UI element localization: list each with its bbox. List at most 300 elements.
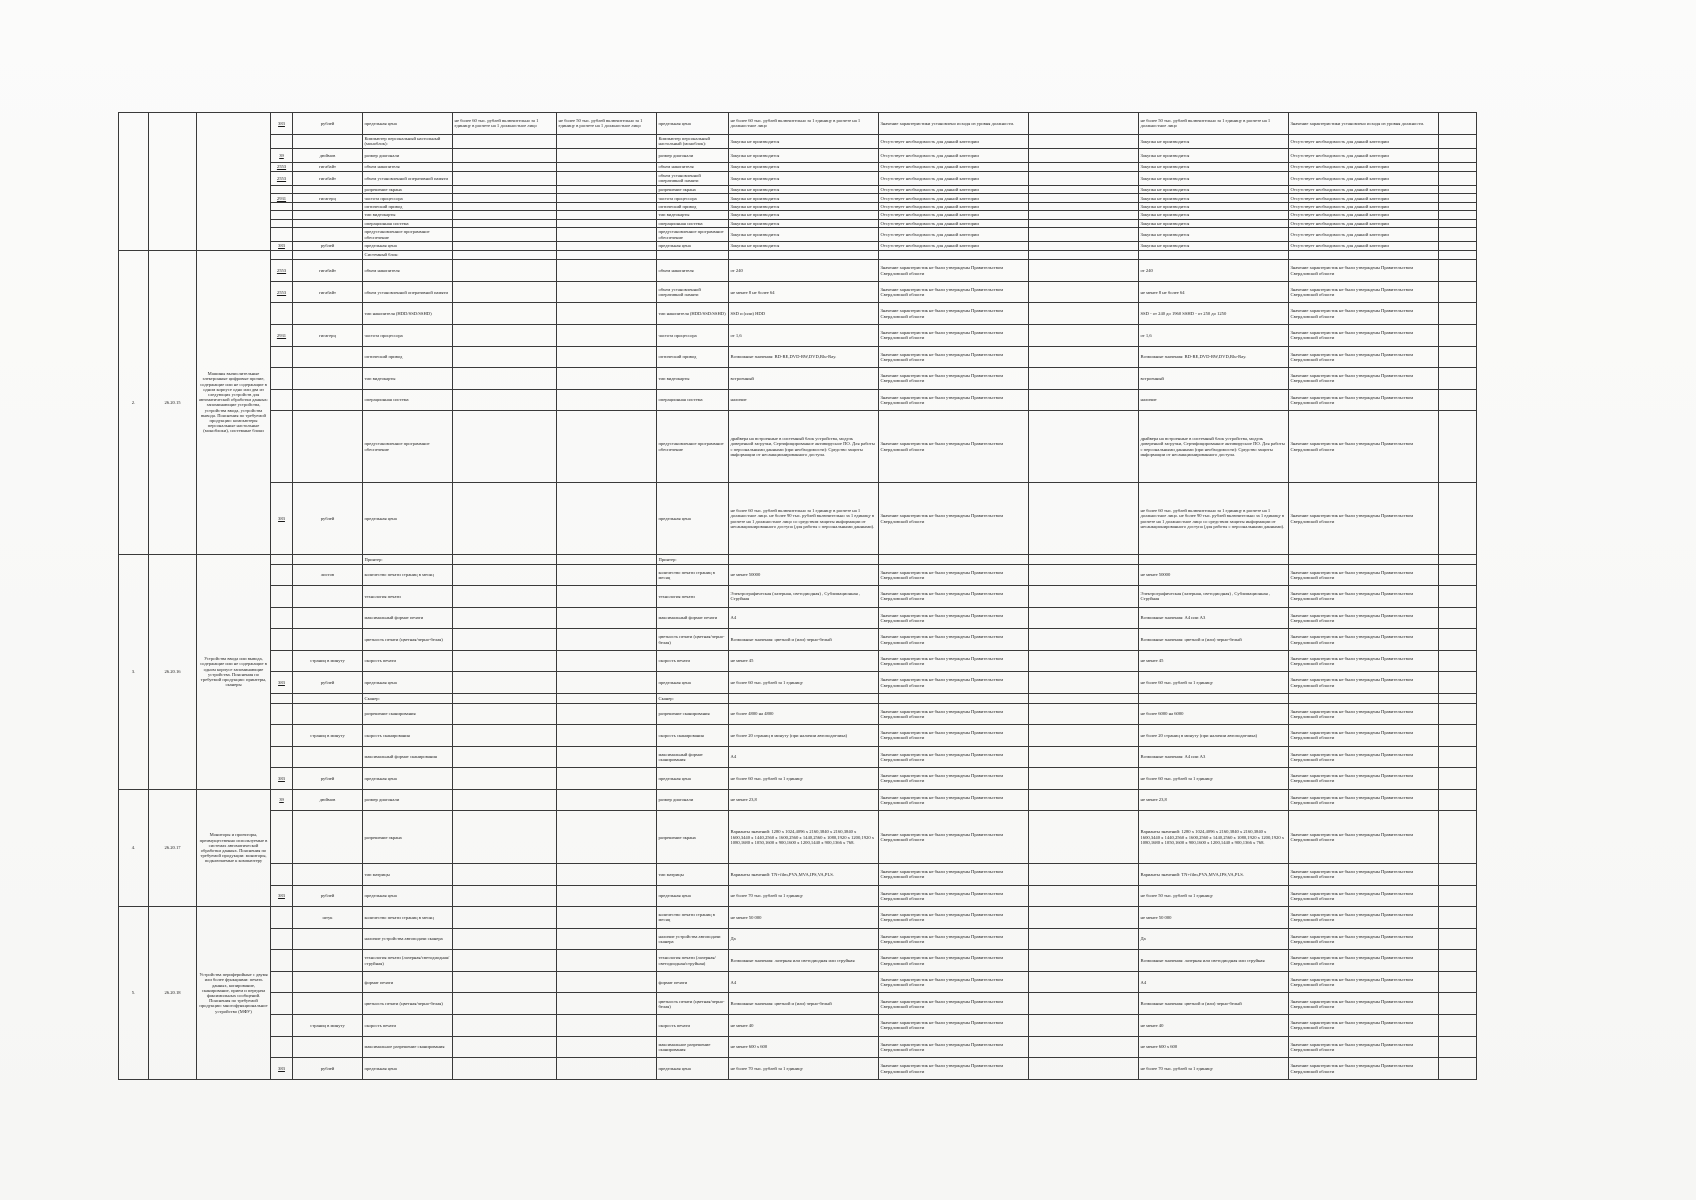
note-1: Значение характеристик не были утверждены Правительством Свердловской области: [879, 303, 1029, 325]
function-purpose: [1029, 186, 1139, 194]
note-1: Отсутствует необходимость для данной категории: [879, 211, 1029, 219]
table-row: [119, 1036, 1477, 1058]
function-purpose: [1029, 389, 1139, 411]
characteristic-name-2: скорость печати: [657, 1014, 729, 1036]
value-head: [453, 186, 557, 194]
note-1: Значение характеристик не были утверждены Правительством Свердловской области: [879, 483, 1029, 555]
note-2: Значение характеристики установлено исходя из уровня должности.: [1289, 113, 1439, 135]
group-title: Мониторы и проекторы, преимущественно используемые в системах автоматической обработки данных. Пояснения по требуемой продукции: мониторы, подключаемые к компьютеру: [197, 789, 271, 906]
unit-name: [293, 950, 363, 972]
okei-code: [271, 607, 293, 629]
value-head: [453, 194, 557, 202]
characteristic-name: Компьютер персональный настольный (моноблок):: [363, 134, 453, 148]
characteristic-name: разрешение сканирования: [363, 703, 453, 725]
characteristic-name: операционная система: [363, 219, 453, 227]
value-head: [453, 928, 557, 950]
characteristic-name-2: разрешение сканирования: [657, 703, 729, 725]
characteristic-name-2: операционная система: [657, 389, 729, 411]
unit-name: гигагерц: [293, 324, 363, 346]
note-2: Значение характеристик не были утверждены Правительством Свердловской области: [1289, 768, 1439, 790]
function-purpose: [1029, 219, 1139, 227]
extra-col: [1439, 703, 1477, 725]
value-2: Закупка не производится: [1139, 134, 1289, 148]
table-row: [119, 885, 1477, 907]
extra-col: [1439, 260, 1477, 282]
note-1: Отсутствует необходимость для данной категории: [879, 202, 1029, 210]
extra-col: [1439, 725, 1477, 747]
note-1: Отсутствует необходимость для данной категории: [879, 163, 1029, 171]
unit-name: рублей: [293, 885, 363, 907]
table-row: [119, 789, 1477, 811]
table-row: [119, 227, 1477, 241]
characteristic-name-2: наличие устройства автоподачи сканера: [657, 928, 729, 950]
value-spec: [557, 1036, 657, 1058]
table-row: [119, 346, 1477, 368]
note-2: [1289, 693, 1439, 703]
value-spec: [557, 202, 657, 210]
value-head: [453, 768, 557, 790]
function-purpose: [1029, 564, 1139, 586]
note-1: Значение характеристик не были утверждены Правительством Свердловской области: [879, 324, 1029, 346]
value-1: не более 60 тыс. рублей включительно за 1 единицу в расчете на 1 должностное лицо. не более 90 тыс. рублей включительно за 1 единицу в расчете на 1 должностное лицо со средством защиты информации от несанкционированного доступа (для работы с персональными данными).: [729, 483, 879, 555]
characteristic-name-2: предельная цена: [657, 768, 729, 790]
note-2: Отсутствует необходимость для данной категории: [1289, 134, 1439, 148]
value-2: не более 60 тыс. рублей включительно за 1 единицу в расчете на 1 должностное лицо. не более 90 тыс. рублей включительно за 1 единицу в расчете на 1 должностное лицо со средством защиты информации от несанкционированного доступа (для работы с персональными данными).: [1139, 483, 1289, 555]
value-spec: [557, 250, 657, 260]
value-head: [453, 746, 557, 768]
value-2: Закупка не производится: [1139, 194, 1289, 202]
note-2: Отсутствует необходимость для данной категории: [1289, 211, 1439, 219]
value-spec: [557, 885, 657, 907]
characteristic-name-2: тип накопителя (HDD/SSD/SSHD): [657, 303, 729, 325]
table-row: [119, 211, 1477, 219]
function-purpose: [1029, 411, 1139, 483]
characteristic-name: тип накопителя (HDD/SSD/SSHD): [363, 303, 453, 325]
value-1: не менее 8 не более 64: [729, 281, 879, 303]
value-head: [453, 281, 557, 303]
value-1: A4: [729, 971, 879, 993]
note-2: Значение характеристик не были утверждены Правительством Свердловской области: [1289, 993, 1439, 1015]
note-1: Значение характеристик не были утверждены Правительством Свердловской области: [879, 993, 1029, 1015]
note-1: Значение характеристик не были утверждены Правительством Свердловской области: [879, 1058, 1029, 1080]
value-1: Закупка не производится: [729, 219, 879, 227]
function-purpose: [1029, 194, 1139, 202]
characteristic-name-2: предельная цена: [657, 1058, 729, 1080]
note-2: Значение характеристик не были утверждены Правительством Свердловской области: [1289, 650, 1439, 672]
note-1: Значение характеристик не были утверждены Правительством Свердловской области: [879, 725, 1029, 747]
value-2: не менее 50000: [1139, 564, 1289, 586]
value-head: [453, 811, 557, 864]
value-head: [453, 586, 557, 608]
value-1: не более 60 тыс. рублей за 1 единицу: [729, 672, 879, 694]
extra-col: [1439, 554, 1477, 564]
okei-code: 2553: [271, 163, 293, 171]
unit-name: [293, 186, 363, 194]
value-1: [729, 693, 879, 703]
extra-col: [1439, 789, 1477, 811]
extra-col: [1439, 250, 1477, 260]
note-1: Значение характеристик не были утверждены Правительством Свердловской области: [879, 368, 1029, 390]
value-2: от 1,6: [1139, 324, 1289, 346]
value-spec: [557, 186, 657, 194]
okei-code: [271, 864, 293, 886]
value-head: [453, 368, 557, 390]
value-1: не более 70 тыс. рублей за 1 единицу: [729, 885, 879, 907]
okei-code: [271, 564, 293, 586]
unit-name: дюймов: [293, 148, 363, 162]
extra-col: [1439, 113, 1477, 135]
characteristic-name: размер диагонали: [363, 789, 453, 811]
value-1: не более 20 страниц в минуту (при наличии автоподатчика): [729, 725, 879, 747]
characteristic-name: оптический привод: [363, 202, 453, 210]
value-head: [453, 650, 557, 672]
characteristic-name: формат печати: [363, 971, 453, 993]
table-row: [119, 250, 1477, 260]
unit-name: [293, 219, 363, 227]
value-head: [453, 227, 557, 241]
value-1: [729, 250, 879, 260]
characteristic-name-2: максимальный формат печати: [657, 607, 729, 629]
unit-name: гигагерц: [293, 194, 363, 202]
value-1: [729, 554, 879, 564]
table-row: [119, 260, 1477, 282]
group-number: 2.: [119, 250, 149, 554]
note-2: Значение характеристик не были утверждены Правительством Свердловской области: [1289, 1036, 1439, 1058]
characteristic-name: объем накопителя: [363, 260, 453, 282]
note-1: Значение характеристик не были утверждены Правительством Свердловской области: [879, 746, 1029, 768]
note-1: Отсутствует необходимость для данной категории: [879, 134, 1029, 148]
note-1: Значение характеристики установлено исходя из уровня должности.: [879, 113, 1029, 135]
table-row: [119, 629, 1477, 651]
note-2: Значение характеристик не были утверждены Правительством Свердловской области: [1289, 324, 1439, 346]
characteristic-name: предельная цена: [363, 242, 453, 250]
extra-col: [1439, 281, 1477, 303]
extra-col: [1439, 650, 1477, 672]
value-2: не менее 45: [1139, 650, 1289, 672]
value-2: [1139, 554, 1289, 564]
function-purpose: [1029, 950, 1139, 972]
value-head: не более 60 тыс. рублей включительно за 1 единицу в расчете на 1 должностное лицо: [453, 113, 557, 135]
value-1: A4: [729, 746, 879, 768]
value-spec: [557, 554, 657, 564]
okpd-code: 26.20.18: [149, 907, 197, 1080]
value-head: [453, 163, 557, 171]
unit-name: [293, 746, 363, 768]
value-1: Закупка не производится: [729, 148, 879, 162]
function-purpose: [1029, 324, 1139, 346]
unit-name: [293, 971, 363, 993]
value-1: Закупка не производится: [729, 186, 879, 194]
characteristic-name: количество печати страниц в месяц: [363, 907, 453, 929]
value-head: [453, 564, 557, 586]
value-head: [453, 1014, 557, 1036]
note-2: Значение характеристик не были утверждены Правительством Свердловской области: [1289, 368, 1439, 390]
title-cell: [197, 113, 271, 251]
value-1: Возможные значения: BD-RE,DVD-RW,DVD,Blu-Ray.: [729, 346, 879, 368]
unit-name: гигабайт: [293, 171, 363, 185]
table-row: [119, 389, 1477, 411]
okei-code: 2553: [271, 281, 293, 303]
value-spec: [557, 703, 657, 725]
function-purpose: [1029, 227, 1139, 241]
unit-name: гигабайт: [293, 281, 363, 303]
extra-col: [1439, 811, 1477, 864]
value-head: [453, 554, 557, 564]
note-2: Значение характеристик не были утверждены Правительством Свердловской области: [1289, 346, 1439, 368]
group-title: Устройства ввода или вывода, содержащие или не содержащие в одном корпусе запоминающие устройства. Пояснения по требуемой продукции: принтеры, сканеры: [197, 554, 271, 789]
table-row: [119, 746, 1477, 768]
value-1: не менее 40: [729, 1014, 879, 1036]
table-row: [119, 194, 1477, 202]
characteristic-name-2: Принтер:: [657, 554, 729, 564]
characteristic-name: частота процессора: [363, 194, 453, 202]
extra-col: [1439, 586, 1477, 608]
note-2: Отсутствует необходимость для данной категории: [1289, 219, 1439, 227]
value-spec: [557, 864, 657, 886]
value-2: не более 70 тыс. рублей за 1 единицу: [1139, 1058, 1289, 1080]
okei-code: 383: [271, 885, 293, 907]
extra-col: [1439, 202, 1477, 210]
characteristic-name: частота процессора: [363, 324, 453, 346]
function-purpose: [1029, 725, 1139, 747]
table-row: [119, 650, 1477, 672]
unit-name: штук: [293, 907, 363, 929]
note-1: Значение характеристик не были утверждены Правительством Свердловской области: [879, 789, 1029, 811]
characteristic-name-2: объем установленной оперативной памяти: [657, 171, 729, 185]
note-2: Значение характеристик не были утверждены Правительством Свердловской области: [1289, 564, 1439, 586]
characteristic-name: технология печати: [363, 586, 453, 608]
characteristic-name: максимальное разрешение сканирования: [363, 1036, 453, 1058]
table-row: [119, 163, 1477, 171]
characteristic-name-2: размер диагонали: [657, 789, 729, 811]
note-2: Значение характеристик не были утверждены Правительством Свердловской области: [1289, 1014, 1439, 1036]
characteristic-name-2: [657, 250, 729, 260]
function-purpose: [1029, 993, 1139, 1015]
okei-code: [271, 725, 293, 747]
value-head: [453, 211, 557, 219]
characteristic-name-2: тип видеокарты: [657, 211, 729, 219]
value-spec: [557, 811, 657, 864]
value-2: [1139, 250, 1289, 260]
unit-name: [293, 211, 363, 219]
characteristic-name: объем накопителя: [363, 163, 453, 171]
okei-code: [271, 811, 293, 864]
value-spec: [557, 148, 657, 162]
note-2: Значение характеристик не были утверждены Правительством Свердловской области: [1289, 864, 1439, 886]
value-2: Закупка не производится: [1139, 211, 1289, 219]
note-1: Значение характеристик не были утверждены Правительством Свердловской области: [879, 281, 1029, 303]
value-2: не более 6000 на 6000: [1139, 703, 1289, 725]
characteristic-name-2: предустановленное программное обеспечение: [657, 411, 729, 483]
note-2: Значение характеристик не были утверждены Правительством Свердловской области: [1289, 607, 1439, 629]
unit-name: рублей: [293, 672, 363, 694]
okei-code: 2931: [271, 324, 293, 346]
okei-code: [271, 554, 293, 564]
value-spec: [557, 725, 657, 747]
function-purpose: [1029, 586, 1139, 608]
value-spec: [557, 389, 657, 411]
value-1: не более 60 тыс. рублей включительно за 1 единицу в расчете на 1 должностное лицо: [729, 113, 879, 135]
okei-code: [271, 211, 293, 219]
value-2: Закупка не производится: [1139, 202, 1289, 210]
function-purpose: [1029, 1014, 1139, 1036]
okei-code: [271, 928, 293, 950]
value-spec: [557, 281, 657, 303]
characteristic-name: объем установленной оперативной памяти: [363, 171, 453, 185]
value-head: [453, 1058, 557, 1080]
value-2: Закупка не производится: [1139, 219, 1289, 227]
characteristic-name-2: максимальный формат сканирования: [657, 746, 729, 768]
function-purpose: [1029, 483, 1139, 555]
function-purpose: [1029, 554, 1139, 564]
characteristic-name-2: предустановленное программное обеспечение: [657, 227, 729, 241]
characteristic-name-2: цветность печати (цветная/черно-белая): [657, 629, 729, 651]
characteristic-name: предустановленное программное обеспечение: [363, 411, 453, 483]
value-2: Возможные значения: A4 или A3: [1139, 746, 1289, 768]
note-1: Значение характеристик не были утверждены Правительством Свердловской области: [879, 885, 1029, 907]
function-purpose: [1029, 368, 1139, 390]
value-2: Электрографическая (лазерная, светодиодная) , Сублимационная , Струйная: [1139, 586, 1289, 608]
function-purpose: [1029, 607, 1139, 629]
table-row: [119, 281, 1477, 303]
characteristic-name: размер диагонали: [363, 148, 453, 162]
function-purpose: [1029, 885, 1139, 907]
note-1: Значение характеристик не были утверждены Правительством Свердловской области: [879, 1014, 1029, 1036]
value-head: [453, 693, 557, 703]
characteristic-name: предельная цена: [363, 885, 453, 907]
value-spec: [557, 163, 657, 171]
extra-col: [1439, 928, 1477, 950]
okei-code: [271, 134, 293, 148]
num-cell: [119, 113, 149, 251]
note-1: Отсутствует необходимость для данной категории: [879, 219, 1029, 227]
value-head: [453, 219, 557, 227]
okei-code: 383: [271, 672, 293, 694]
unit-name: [293, 227, 363, 241]
table-row: [119, 202, 1477, 210]
okei-code: [271, 907, 293, 929]
characteristic-name-2: предельная цена: [657, 113, 729, 135]
value-spec: [557, 993, 657, 1015]
characteristic-name: наличие устройства автоподачи сканера: [363, 928, 453, 950]
okei-code: [271, 1036, 293, 1058]
unit-name: [293, 703, 363, 725]
table-row: [119, 113, 1477, 135]
value-1: драйвера на встроенные в системный блок устройства, модуль доверенной загрузки, Сертифицированное антивирусное ПО. Для работы с персональными данными (при необходимости): Средство защиты информации от несанкционированного доступа.: [729, 411, 879, 483]
note-2: Значение характеристик не были утверждены Правительством Свердловской области: [1289, 703, 1439, 725]
value-2: Да: [1139, 928, 1289, 950]
okei-code: 383: [271, 113, 293, 135]
unit-name: рублей: [293, 483, 363, 555]
value-1: Варианты значений: TN+film,PVA,MVA,IPS,VA,PLS.: [729, 864, 879, 886]
characteristic-name: тип видеокарты: [363, 368, 453, 390]
value-head: [453, 1036, 557, 1058]
okpd-cell: [149, 113, 197, 251]
extra-col: [1439, 950, 1477, 972]
unit-name: [293, 607, 363, 629]
value-spec: [557, 768, 657, 790]
value-spec: [557, 324, 657, 346]
table-row: [119, 586, 1477, 608]
group-title: Устройства периферийные с двумя или более функциями: печать данных, копирование, сканирование, прием и передача факсимильных сообщений. Пояснения по требуемой продукции: многофункциональное устройство (МФУ): [197, 907, 271, 1080]
value-1: Возможные значения: цветной и (или) черно-белый: [729, 993, 879, 1015]
extra-col: [1439, 186, 1477, 194]
characteristic-name-2: объем накопителя: [657, 163, 729, 171]
table-row: [119, 483, 1477, 555]
table-row: [119, 324, 1477, 346]
okei-code: 2553: [271, 260, 293, 282]
unit-name: [293, 586, 363, 608]
function-purpose: [1029, 113, 1139, 135]
value-1: Закупка не производится: [729, 163, 879, 171]
okei-code: [271, 1014, 293, 1036]
unit-name: [293, 134, 363, 148]
value-spec: [557, 483, 657, 555]
characteristic-name-2: разрешение экрана: [657, 811, 729, 864]
value-head: [453, 303, 557, 325]
function-purpose: [1029, 250, 1139, 260]
unit-name: [293, 202, 363, 210]
characteristic-name: тип видеокарты: [363, 211, 453, 219]
value-spec: [557, 672, 657, 694]
function-purpose: [1029, 211, 1139, 219]
okei-code: [271, 250, 293, 260]
unit-name: [293, 368, 363, 390]
note-1: Значение характеристик не были утверждены Правительством Свердловской области: [879, 811, 1029, 864]
value-2: не более 50 тыс. рублей за 1 единицу: [1139, 885, 1289, 907]
okei-code: [271, 303, 293, 325]
value-spec: [557, 971, 657, 993]
group-number: 5.: [119, 907, 149, 1080]
extra-col: [1439, 194, 1477, 202]
okei-code: [271, 186, 293, 194]
value-head: [453, 725, 557, 747]
characteristic-name-2: частота процессора: [657, 324, 729, 346]
characteristic-name: максимальный формат сканирования: [363, 746, 453, 768]
note-1: Отсутствует необходимость для данной категории: [879, 242, 1029, 250]
value-1: Возможные значения: лазерная или светодиодная или струйная: [729, 950, 879, 972]
value-2: не более 20 страниц в минуту (при наличии автоподатчика): [1139, 725, 1289, 747]
table-row: [119, 971, 1477, 993]
extra-col: [1439, 993, 1477, 1015]
note-2: Отсутствует необходимость для данной категории: [1289, 163, 1439, 171]
okei-code: [271, 389, 293, 411]
characteristic-name-2: операционная система: [657, 219, 729, 227]
function-purpose: [1029, 693, 1139, 703]
value-1: Возможные значения: цветной и (или) черно-белый: [729, 629, 879, 651]
characteristic-name: операционная система: [363, 389, 453, 411]
note-1: Отсутствует необходимость для данной категории: [879, 171, 1029, 185]
function-purpose: [1029, 242, 1139, 250]
value-2: SSD - от 240 до 1960 SSHD - от 250 до 1250: [1139, 303, 1289, 325]
value-spec: [557, 586, 657, 608]
note-1: Значение характеристик не были утверждены Правительством Свердловской области: [879, 703, 1029, 725]
unit-name: дюймов: [293, 789, 363, 811]
value-2: не более 60 тыс. рублей за 1 единицу: [1139, 672, 1289, 694]
value-2: [1139, 693, 1289, 703]
characteristic-name: цветность печати (цветная/черно-белая): [363, 629, 453, 651]
note-1: Значение характеристик не были утверждены Правительством Свердловской области: [879, 907, 1029, 929]
extra-col: [1439, 211, 1477, 219]
unit-name: [293, 1036, 363, 1058]
value-head: [453, 607, 557, 629]
value-2: Варианты значений: 1280 x 1024,4096 x 2160,3840 x 2160,3840 x 1600,3440 x 1440,2560 x 1600,2560 x 1440,2560 x 1080,1920 x 1200,1920 x 1080,1680 x 1050,1600 x 900,1600 x 1200,1440 x 900,1366 x 768.: [1139, 811, 1289, 864]
value-1: не более 60 тыс. рублей за 1 единицу: [729, 768, 879, 790]
note-1: Значение характеристик не были утверждены Правительством Свердловской области: [879, 650, 1029, 672]
characteristic-name-2: технология печати (лазерная/светодиодная/струйная): [657, 950, 729, 972]
unit-name: [293, 864, 363, 886]
value-spec: [557, 346, 657, 368]
